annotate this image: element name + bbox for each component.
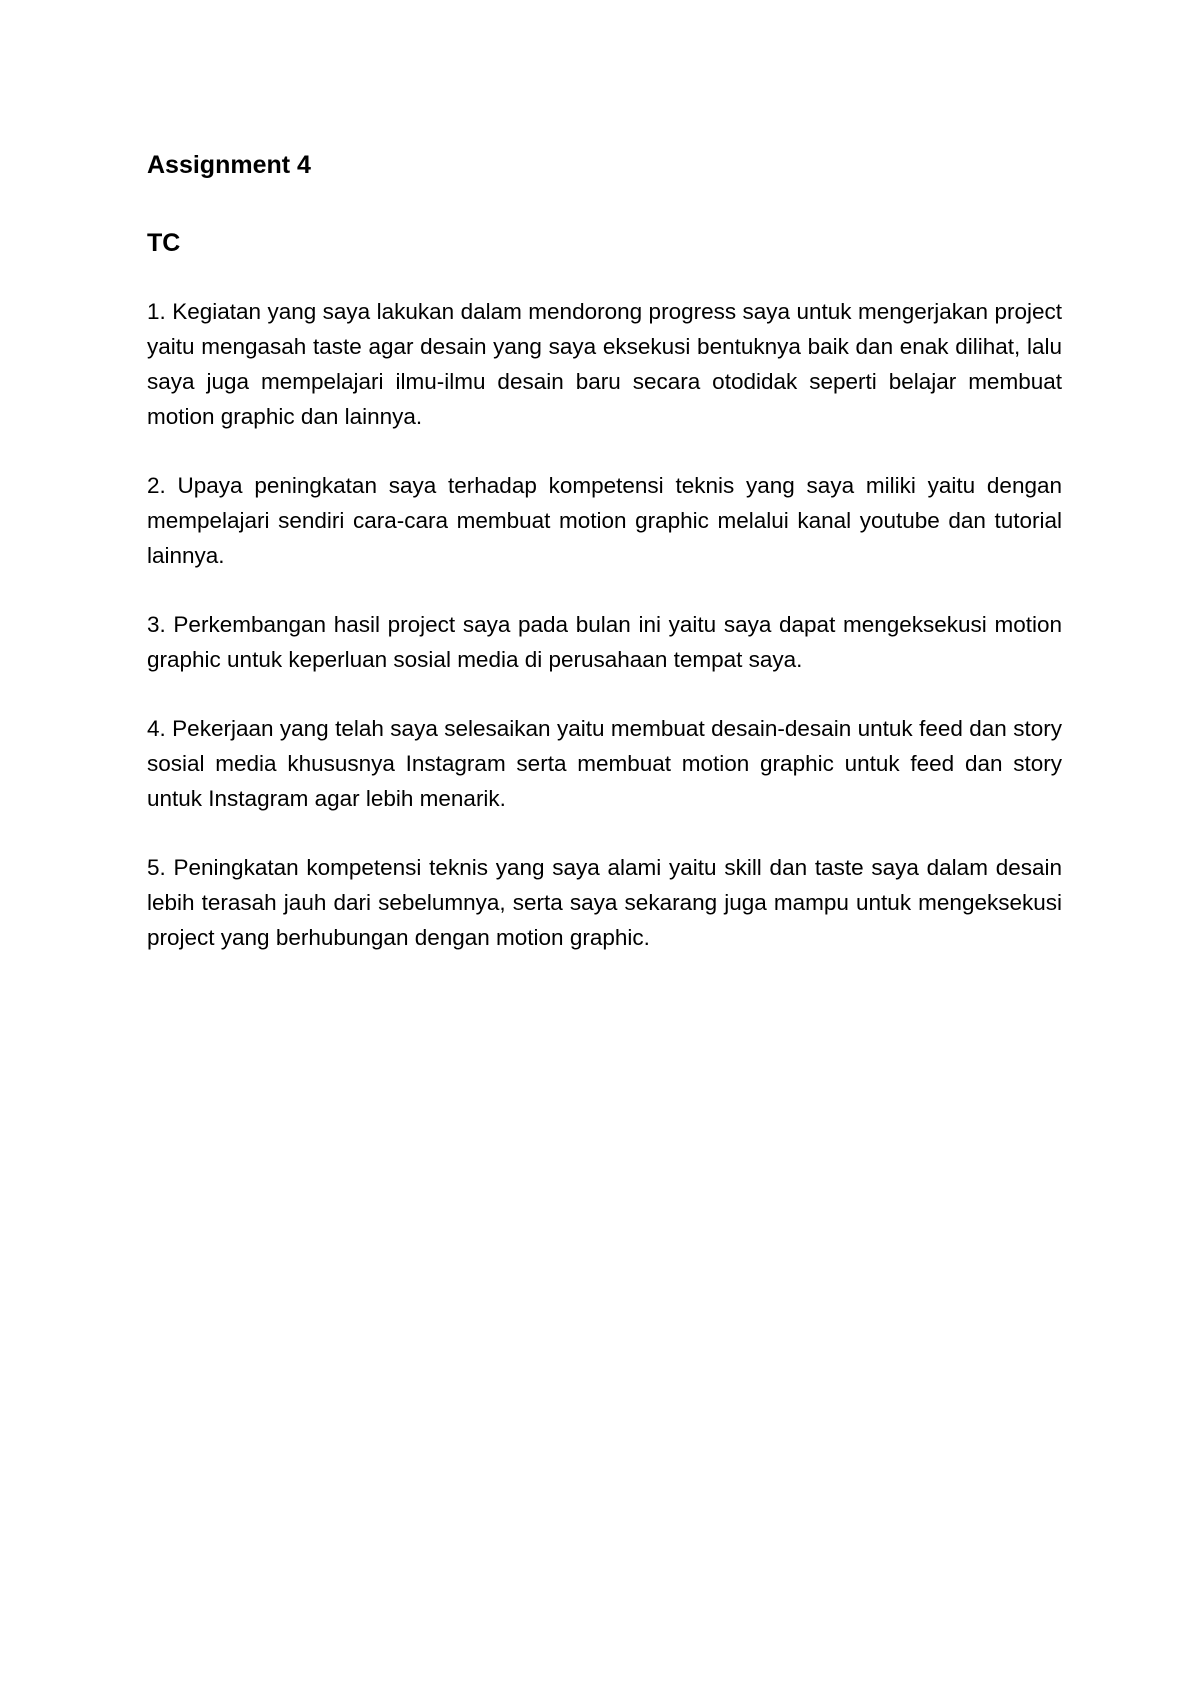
answer-paragraph-4: 4. Pekerjaan yang telah saya selesaikan yaitu membuat desain-desain untuk feed dan story sosial media khususnya Instagram serta membuat motion graphic untuk feed dan story untuk Instagram agar lebih menarik. <box>147 716 1062 811</box>
document-title: Assignment 4 <box>147 151 311 179</box>
document-subtitle: TC <box>147 229 181 257</box>
answer-paragraph-1: 1. Kegiatan yang saya lakukan dalam mendorong progress saya untuk mengerjakan project yaitu mengasah taste agar desain yang saya eksekusi bentuknya baik dan enak dilihat, lalu saya juga mempelajari ilmu-ilmu desain baru secara otodidak seperti belajar membuat motion graphic dan lainnya. <box>147 299 1062 429</box>
answer-paragraph-5: 5. Peningkatan kompetensi teknis yang saya alami yaitu skill dan taste saya dalam desain lebih terasah jauh dari sebelumnya, serta saya sekarang juga mampu untuk mengeksekusi project yang berhubungan dengan motion graphic. <box>147 855 1062 950</box>
answer-paragraph-3: 3. Perkembangan hasil project saya pada bulan ini yaitu saya dapat mengeksekusi motion graphic untuk keperluan sosial media di perusahaan tempat saya. <box>147 612 1062 672</box>
answer-paragraph-2: 2. Upaya peningkatan saya terhadap kompetensi teknis yang saya miliki yaitu dengan mempelajari sendiri cara-cara membuat motion graphic melalui kanal youtube dan tutorial lainnya. <box>147 473 1062 568</box>
document-body <box>147 148 1062 989</box>
answer-list <box>147 294 1062 955</box>
